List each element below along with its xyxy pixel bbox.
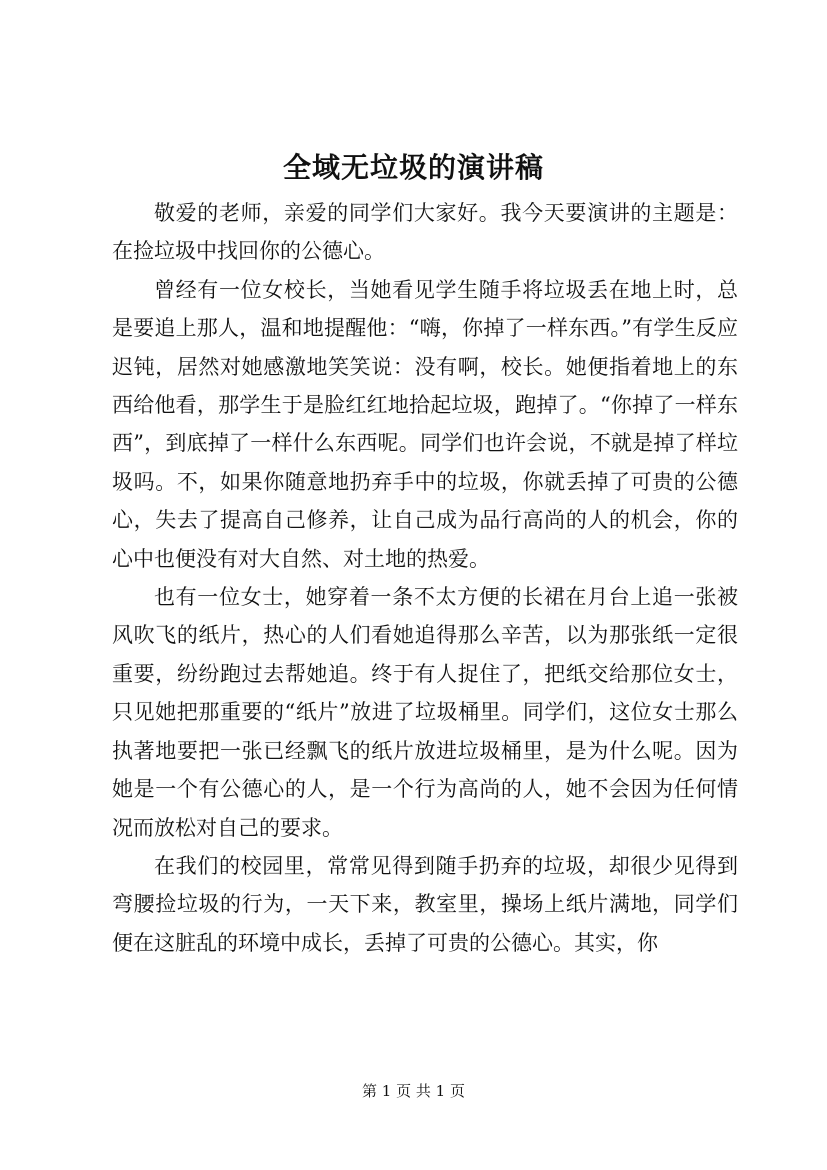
paragraph-lady-story: 也有一位女士，她穿着一条不太方便的长裙在月台上追一张被风吹飞的纸片，热心的人们看她追得那么辛苦，以为那张纸一定很重要，纷纷跑过去帮她追。终于有人捉住了，把纸交给那位女士，只见她把那重要的“纸片”放进了垃圾桶里。同学们，这位女士那么执著地要把一张已经飘飞的纸片放进垃圾桶里，是为什么呢。因为她是一个有公德心的人，是一个行为高尚的人，她不会因为任何情况而放松对自己的要求。 xyxy=(112,585,738,840)
paragraph-campus: 在我们的校园里，常常见得到随手扔弃的垃圾，却很少见得到弯腰捡垃圾的行为，一天下来，教室里，操场上纸片满地，同学们便在这脏乱的环境中成长，丢掉了可贵的公德心。其实，你 xyxy=(112,853,738,955)
paragraph-intro: 敬爱的老师，亲爱的同学们大家好。我今天要演讲的主题是：在捡垃圾中找回你的公德心。 xyxy=(112,201,738,264)
document-title: 全域无垃圾的演讲稿 xyxy=(282,151,544,184)
document-body xyxy=(112,194,738,962)
page-footer: 第 1 页 共 1 页 xyxy=(362,1082,465,1100)
paragraph-principal-story: 曾经有一位女校长，当她看见学生随手将垃圾丢在地上时，总是要追上那人，温和地提醒他：“嗨，你掉了一样东西。”有学生反应迟钝，居然对她感激地笑笑说：没有啊，校长。她便指着地上的东西给他看，那学生于是脸红红地拾起垃圾，跑掉了。“你掉了一样东西”，到底掉了一样什么东西呢。同学们也许会说，不就是掉了样垃圾吗。不，如果你随意地扔弃手中的垃圾，你就丢掉了可贵的公德心，失去了提高自己修养，让自己成为品行高尚的人的机会，你的心中也便没有对大自然、对土地的热爱。 xyxy=(112,277,738,571)
